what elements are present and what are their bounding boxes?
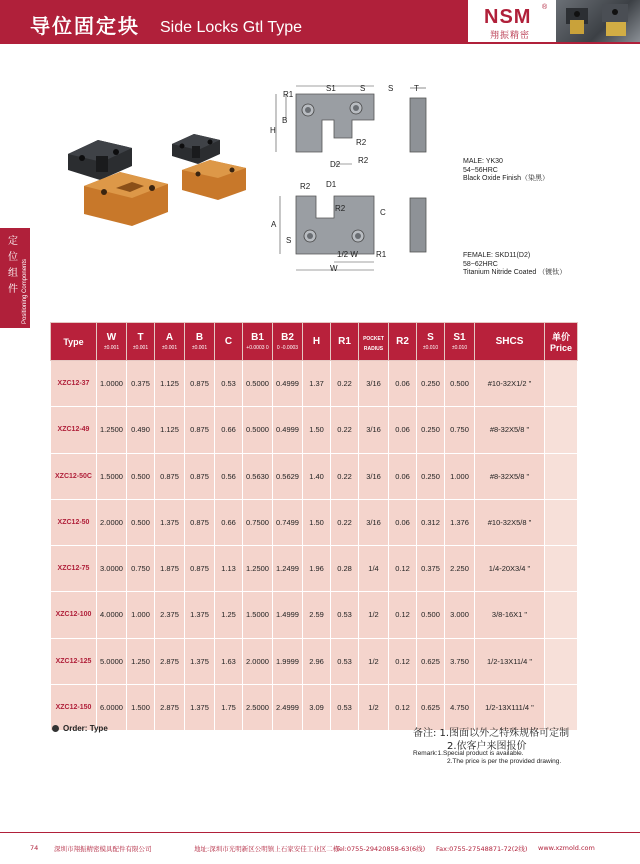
male-part-drawing [270, 80, 450, 190]
table-header-row [51, 323, 578, 361]
dim-label: R1 [376, 250, 387, 259]
price-cell [545, 592, 578, 638]
dim-label: S [388, 84, 394, 93]
column-header: A ±0.001 [155, 323, 185, 361]
table-cell: 3/16 [359, 407, 389, 453]
table-cell: 2.4999 [273, 684, 303, 730]
table-cell: 3.09 [303, 684, 331, 730]
table-cell: 1.250 [127, 638, 155, 684]
table-cell: 1/4 [359, 546, 389, 592]
dim-label: R1 [283, 90, 294, 99]
table-cell: 1.500 [127, 684, 155, 730]
table-cell: 4.0000 [97, 592, 127, 638]
table-cell: 0.375 [417, 546, 445, 592]
column-header: R1 [331, 323, 359, 361]
dim-label: T [414, 84, 419, 93]
footer-website[interactable]: www.xzmold.com [538, 844, 595, 852]
footer-fax: Fax:0755-27548871-72(2线) [436, 845, 528, 853]
column-header: H [303, 323, 331, 361]
table-cell: 0.4999 [273, 361, 303, 407]
type-cell: XZC12-50 [51, 499, 97, 545]
table-cell: 2.0000 [97, 499, 127, 545]
type-cell: XZC12-37 [51, 361, 97, 407]
table-cell: 1.2500 [243, 546, 273, 592]
type-cell: XZC12-125 [51, 638, 97, 684]
column-header: 单价 Price [545, 323, 578, 361]
table-cell: 0.500 [445, 361, 475, 407]
table-cell: 2.5000 [243, 684, 273, 730]
column-header: Type [51, 323, 97, 361]
table-cell: 0.750 [445, 407, 475, 453]
table-body [51, 361, 578, 731]
column-header: POCKET RADIUS [359, 323, 389, 361]
table-cell: 0.53 [215, 361, 243, 407]
table-cell: 1.25 [215, 592, 243, 638]
table-cell: #8-32X5/8 " [475, 453, 545, 499]
page-number: 74 [30, 844, 39, 852]
table-cell: 0.5629 [273, 453, 303, 499]
column-header: B2 0 -0.0003 [273, 323, 303, 361]
table-cell: 0.06 [389, 453, 417, 499]
table-cell: 1.375 [185, 638, 215, 684]
bullet-icon [52, 725, 59, 732]
table-cell: 0.06 [389, 361, 417, 407]
brand-logo: NSM [484, 6, 532, 28]
header-product-photo [556, 0, 640, 42]
brand-name-cn: 翔振精密 [490, 31, 531, 41]
header-underline [0, 42, 640, 44]
table-cell: 0.500 [127, 453, 155, 499]
dim-label: H [270, 126, 276, 135]
page-header [0, 0, 640, 44]
table-cell: 1.37 [303, 361, 331, 407]
table-cell: 0.12 [389, 592, 417, 638]
table-row [51, 592, 578, 638]
female-material-spec: FEMALE: SKD11(D2) 58~62HRC Titanium Nitride Coated （镀钛） [463, 252, 567, 276]
table-cell: 5.0000 [97, 638, 127, 684]
table-cell: 3.000 [445, 592, 475, 638]
table-cell: 0.875 [185, 407, 215, 453]
female-part-drawing [270, 184, 450, 284]
table-cell: 1.376 [445, 499, 475, 545]
table-cell: 0.375 [127, 361, 155, 407]
table-cell: 0.53 [331, 592, 359, 638]
dim-label: R2 [335, 204, 346, 213]
table-cell: 0.22 [331, 453, 359, 499]
table-cell: 0.875 [155, 453, 185, 499]
table-cell: 1/2-13X111/4 " [475, 684, 545, 730]
table-cell: 1.2500 [97, 407, 127, 453]
table-cell: 0.06 [389, 499, 417, 545]
table-cell: 2.375 [155, 592, 185, 638]
male-material-spec: MALE: YK30 54~56HRC Black Oxide Finish（染黑） [463, 158, 549, 182]
product-3d-illustration [60, 126, 250, 236]
table-row [51, 361, 578, 407]
table-cell: 0.22 [331, 361, 359, 407]
table-cell: 1.000 [445, 453, 475, 499]
table-cell: 3.0000 [97, 546, 127, 592]
table-cell: 1.13 [215, 546, 243, 592]
table-cell: 0.12 [389, 684, 417, 730]
table-cell: 1/2 [359, 592, 389, 638]
table-cell: 2.250 [445, 546, 475, 592]
table-cell: 0.06 [389, 407, 417, 453]
table-cell: 0.250 [417, 361, 445, 407]
price-cell [545, 546, 578, 592]
table-cell: 0.250 [417, 453, 445, 499]
table-cell: 2.59 [303, 592, 331, 638]
table-cell: 1.50 [303, 499, 331, 545]
table-cell: 0.875 [185, 546, 215, 592]
dim-label: C [380, 208, 386, 217]
table-cell: 1.63 [215, 638, 243, 684]
table-cell: 0.5630 [243, 453, 273, 499]
column-header: T ±0.001 [127, 323, 155, 361]
table-cell: 2.875 [155, 638, 185, 684]
page-title-en: Side Locks Gtl Type [160, 19, 302, 36]
table-cell: 1.2499 [273, 546, 303, 592]
column-header: S ±0.010 [417, 323, 445, 361]
table-row [51, 546, 578, 592]
table-cell: 0.4999 [273, 407, 303, 453]
table-cell: 0.66 [215, 499, 243, 545]
table-row [51, 453, 578, 499]
table-cell: 0.875 [185, 361, 215, 407]
table-cell: 0.875 [185, 499, 215, 545]
table-cell: 0.12 [389, 638, 417, 684]
side-tab-label-cn: 定 位 组 件 [8, 236, 18, 295]
column-header: C [215, 323, 243, 361]
table-cell: 0.875 [185, 453, 215, 499]
side-tab-label-en: Positioning Components [22, 258, 28, 324]
table-cell: 1/2 [359, 684, 389, 730]
table-cell: 1.0000 [97, 361, 127, 407]
table-cell: 1.96 [303, 546, 331, 592]
table-cell: 0.7500 [243, 499, 273, 545]
type-cell: XZC12-150 [51, 684, 97, 730]
table-cell: 1.5000 [243, 592, 273, 638]
table-cell: 0.53 [331, 638, 359, 684]
dim-label: R2 [358, 156, 369, 165]
dim-label: D2 [330, 160, 341, 169]
table-cell: 3.750 [445, 638, 475, 684]
table-row [51, 499, 578, 545]
type-cell: XZC12-100 [51, 592, 97, 638]
product-diagram-area [0, 60, 640, 300]
table-cell: 1.375 [155, 499, 185, 545]
price-cell [545, 499, 578, 545]
table-cell: 0.625 [417, 684, 445, 730]
remark-cn-line2: 2.依客户来图报价 [447, 741, 527, 752]
dim-label: S [360, 84, 366, 93]
table-cell: 1.50 [303, 407, 331, 453]
price-cell [545, 361, 578, 407]
column-header: B1 +0.0003 0 [243, 323, 273, 361]
table-cell: 6.0000 [97, 684, 127, 730]
table-cell: 1.75 [215, 684, 243, 730]
table-cell: 3/16 [359, 499, 389, 545]
remark-cn-line1: 备注: 1.图面以外之特殊规格可定制 [413, 728, 570, 739]
remark-en-line1: Remark:1.Special product is available. [413, 750, 524, 757]
price-cell [545, 407, 578, 453]
table-cell: 2.96 [303, 638, 331, 684]
table-cell: 2.875 [155, 684, 185, 730]
remark-en-line2: 2.The price is per the provided drawing. [447, 758, 562, 765]
table-cell: 1.5000 [97, 453, 127, 499]
dim-label: S1 [326, 84, 336, 93]
page-footer [0, 836, 640, 864]
table-cell: 1.9999 [273, 638, 303, 684]
footer-tel: Tel:0755-29420858-63(6线) [336, 845, 426, 853]
column-header: R2 [389, 323, 417, 361]
price-cell [545, 638, 578, 684]
table-cell: 1/4-20X3/4 " [475, 546, 545, 592]
dim-label: R2 [356, 138, 367, 147]
table-cell: 1.4999 [273, 592, 303, 638]
footer-divider [0, 832, 640, 833]
table-cell: 1.40 [303, 453, 331, 499]
table-cell: 1.125 [155, 361, 185, 407]
table-cell: #10-32X1/2 " [475, 361, 545, 407]
dim-label: B [282, 116, 288, 125]
table-cell: 0.490 [127, 407, 155, 453]
dim-label: S [286, 236, 292, 245]
table-cell: 1/2-13X11/4 " [475, 638, 545, 684]
table-cell: #8-32X5/8 " [475, 407, 545, 453]
table-cell: 0.500 [417, 592, 445, 638]
dim-label: W [330, 264, 338, 273]
table-cell: 0.312 [417, 499, 445, 545]
footer-company: 深圳市翔振精密模具配件有限公司 [54, 845, 152, 853]
column-header: W ±0.001 [97, 323, 127, 361]
footer-address: 地址:深圳市光明新区公明镇上石家安佳工业区二栋 [194, 845, 340, 853]
table-cell: 0.66 [215, 407, 243, 453]
table-cell: 3/16 [359, 361, 389, 407]
dim-label: R2 [300, 182, 311, 191]
order-note: Order: Type [52, 724, 108, 733]
type-cell: XZC12-75 [51, 546, 97, 592]
dim-label: 1/2 W [337, 250, 358, 259]
column-header: B ±0.001 [185, 323, 215, 361]
table-row [51, 638, 578, 684]
table-cell: 0.53 [331, 684, 359, 730]
table-cell: 0.12 [389, 546, 417, 592]
table-cell: 1.875 [155, 546, 185, 592]
table-cell: 0.22 [331, 499, 359, 545]
table-cell: 0.625 [417, 638, 445, 684]
spec-table [50, 322, 577, 730]
table-cell: 1/2 [359, 638, 389, 684]
table-cell: 0.5000 [243, 361, 273, 407]
table-cell: 1.000 [127, 592, 155, 638]
table-cell: 0.22 [331, 407, 359, 453]
table-cell: 0.750 [127, 546, 155, 592]
table-cell: 0.5000 [243, 407, 273, 453]
table-cell: 3/8-16X1 " [475, 592, 545, 638]
table-row [51, 407, 578, 453]
table-cell: 1.375 [185, 592, 215, 638]
registered-mark: ® [542, 4, 548, 11]
table-cell: 4.750 [445, 684, 475, 730]
table-cell: 0.250 [417, 407, 445, 453]
table-cell: 3/16 [359, 453, 389, 499]
price-cell [545, 453, 578, 499]
table-cell: 0.28 [331, 546, 359, 592]
table-cell: 0.7499 [273, 499, 303, 545]
column-header: SHCS [475, 323, 545, 361]
type-cell: XZC12-50C [51, 453, 97, 499]
page-title-cn: 导位固定块 [30, 14, 140, 38]
type-cell: XZC12-49 [51, 407, 97, 453]
dim-label: A [271, 220, 277, 229]
dim-label: D1 [326, 180, 337, 189]
table-cell: 0.56 [215, 453, 243, 499]
table-cell: 1.125 [155, 407, 185, 453]
table-cell: 0.500 [127, 499, 155, 545]
column-header: S1 ±0.010 [445, 323, 475, 361]
table-cell: 2.0000 [243, 638, 273, 684]
table-cell: #10-32X5/8 " [475, 499, 545, 545]
table-cell: 1.375 [185, 684, 215, 730]
